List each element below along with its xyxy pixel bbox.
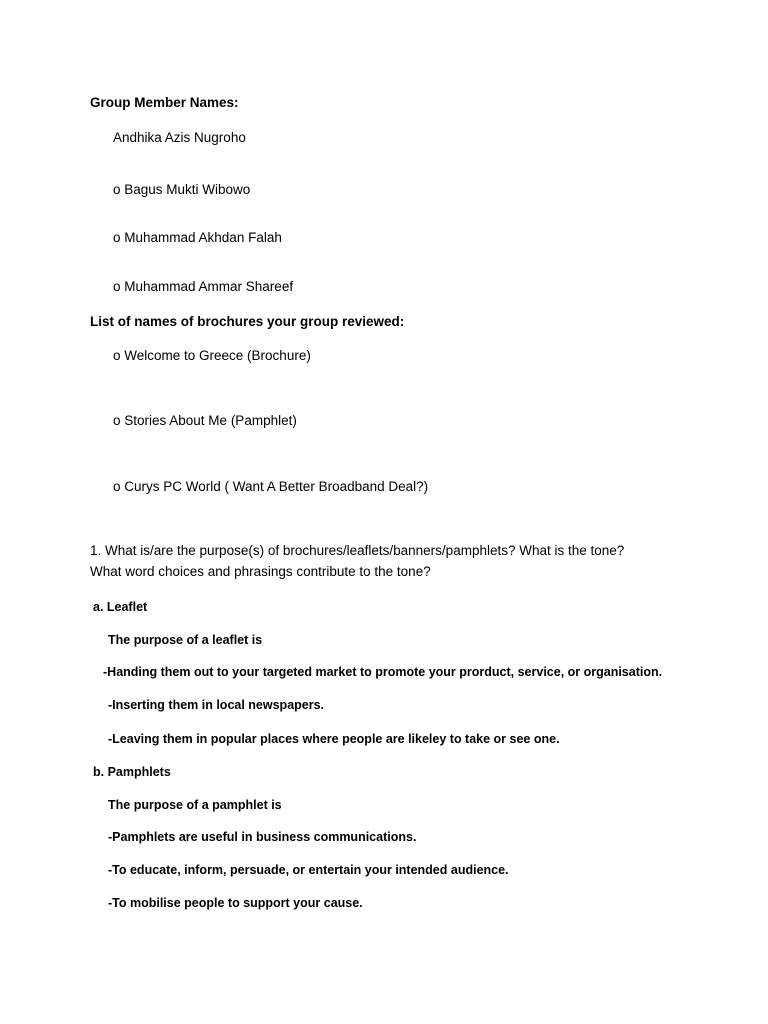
leaflet-heading: a. Leaflet [93,600,148,614]
question-1-line-1: 1. What is/are the purpose(s) of brochures/leaflets/banners/pamphlets? What is the tone? [90,543,625,558]
member-name: o Bagus Mukti Wibowo [113,182,251,197]
brochure-item: o Welcome to Greece (Brochure) [113,348,311,363]
pamphlets-intro: The purpose of a pamphlet is [108,798,282,812]
brochure-item: o Stories About Me (Pamphlet) [113,413,297,428]
brochures-heading: List of names of brochures your group reviewed: [90,314,405,329]
member-name: o Muhammad Ammar Shareef [113,279,294,294]
leaflet-point: -Inserting them in local newspapers. [108,698,325,712]
pamphlets-point: -To mobilise people to support your cause. [108,896,363,910]
question-1-line-2: What word choices and phrasings contribute to the tone? [90,564,431,579]
leaflet-intro: The purpose of a leaflet is [108,633,263,647]
pamphlets-heading: b. Pamphlets [93,765,171,779]
pamphlets-point: -Pamphlets are useful in business communications. [108,830,417,844]
member-name: Andhika Azis Nugroho [113,130,246,145]
leaflet-point: -Leaving them in popular places where people are likeley to take or see one. [108,732,560,746]
brochure-item: o Curys PC World ( Want A Better Broadband Deal?) [113,479,429,494]
group-members-heading: Group Member Names: [90,95,239,110]
leaflet-point: -Handing them out to your targeted market to promote your prorduct, service, or organisation. [103,665,663,679]
member-name: o Muhammad Akhdan Falah [113,230,282,245]
pamphlets-point: -To educate, inform, persuade, or entertain your intended audience. [108,863,509,877]
